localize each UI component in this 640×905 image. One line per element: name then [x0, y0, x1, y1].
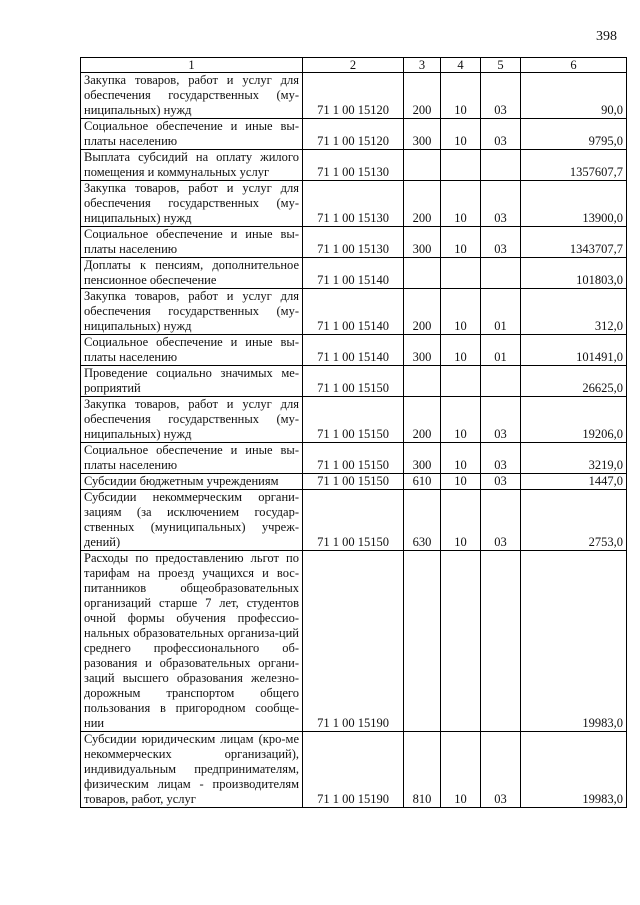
row-name: Закупка товаров, работ и услуг для обеспечения государственных (му-ниципальных) нужд: [81, 73, 303, 119]
row-name: Доплаты к пенсиям, дополнительное пенсионное обеспечение: [81, 258, 303, 289]
row-code: 71 1 00 15190: [303, 551, 404, 732]
table-row: [81, 181, 627, 227]
row-section: 10: [441, 474, 481, 490]
row-subsection: 01: [481, 335, 521, 366]
table-header-row: [81, 58, 627, 73]
table-row: [81, 474, 627, 490]
row-section: [441, 150, 481, 181]
row-name: Социальное обеспечение и иные вы-платы населению: [81, 443, 303, 474]
row-expense-type: 630: [404, 490, 441, 551]
table-row: [81, 443, 627, 474]
table-row: [81, 150, 627, 181]
row-amount: 13900,0: [521, 181, 627, 227]
table-row: [81, 732, 627, 808]
row-name: Социальное обеспечение и иные вы-платы населению: [81, 335, 303, 366]
row-code: 71 1 00 15140: [303, 289, 404, 335]
row-amount: 3219,0: [521, 443, 627, 474]
row-code: 71 1 00 15120: [303, 73, 404, 119]
row-expense-type: 200: [404, 73, 441, 119]
row-section: 10: [441, 289, 481, 335]
row-section: 10: [441, 732, 481, 808]
row-section: [441, 366, 481, 397]
header-col-3: 3: [404, 58, 441, 73]
row-expense-type: 300: [404, 119, 441, 150]
row-section: 10: [441, 119, 481, 150]
row-subsection: 01: [481, 289, 521, 335]
row-expense-type: 200: [404, 289, 441, 335]
row-amount: 90,0: [521, 73, 627, 119]
row-subsection: [481, 150, 521, 181]
page-number: 398: [596, 29, 617, 44]
row-expense-type: [404, 258, 441, 289]
row-code: 71 1 00 15130: [303, 227, 404, 258]
row-section: [441, 551, 481, 732]
row-subsection: [481, 258, 521, 289]
row-code: 71 1 00 15140: [303, 335, 404, 366]
header-col-4: 4: [441, 58, 481, 73]
row-expense-type: [404, 150, 441, 181]
row-amount: 9795,0: [521, 119, 627, 150]
row-amount: 19983,0: [521, 732, 627, 808]
row-amount: 19206,0: [521, 397, 627, 443]
row-amount: 1447,0: [521, 474, 627, 490]
row-name: Закупка товаров, работ и услуг для обеспечения государственных (му-ниципальных) нужд: [81, 181, 303, 227]
row-amount: 101491,0: [521, 335, 627, 366]
row-name: Проведение социально значимых ме-роприятий: [81, 366, 303, 397]
row-expense-type: 810: [404, 732, 441, 808]
row-name: Субсидии некоммерческим органи-зациям (за исключением государ-ственных (муниципальных) учреж-дений): [81, 490, 303, 551]
row-subsection: [481, 551, 521, 732]
row-name: Закупка товаров, работ и услуг для обеспечения государственных (му-ниципальных) нужд: [81, 289, 303, 335]
row-code: 71 1 00 15130: [303, 150, 404, 181]
row-subsection: 03: [481, 490, 521, 551]
row-section: 10: [441, 335, 481, 366]
row-section: 10: [441, 443, 481, 474]
budget-table: [80, 57, 627, 808]
row-name: Закупка товаров, работ и услуг для обеспечения государственных (му-ниципальных) нужд: [81, 397, 303, 443]
row-amount: 2753,0: [521, 490, 627, 551]
row-code: 71 1 00 15150: [303, 490, 404, 551]
row-subsection: 03: [481, 397, 521, 443]
row-subsection: 03: [481, 732, 521, 808]
table-row: [81, 258, 627, 289]
row-name: Социальное обеспечение и иные вы-платы населению: [81, 227, 303, 258]
row-expense-type: 300: [404, 335, 441, 366]
table-row: [81, 73, 627, 119]
row-section: [441, 258, 481, 289]
row-name: Субсидии бюджетным учреждениям: [81, 474, 303, 490]
row-code: 71 1 00 15140: [303, 258, 404, 289]
table-row: [81, 551, 627, 732]
row-amount: 312,0: [521, 289, 627, 335]
table-row: [81, 227, 627, 258]
row-subsection: 03: [481, 181, 521, 227]
row-section: 10: [441, 181, 481, 227]
row-name: Расходы по предоставлению льгот по тарифам на проезд учащихся и вос-питанников общеобразовательных организаций старше 7 лет, студентов очной формы обучения профессио-нальных образовательных организа-ций среднего профессионального об-разования и образовательных органи-заций высшего образования железно-дорожным транспортом общего пользования в пригородном сообще-нии: [81, 551, 303, 732]
row-section: 10: [441, 397, 481, 443]
row-name: Выплата субсидий на оплату жилого помещения и коммунальных услуг: [81, 150, 303, 181]
row-subsection: 03: [481, 73, 521, 119]
row-name: Субсидии юридическим лицам (кро-ме некоммерческих организаций), индивидуальным предпринимателям, физическим лицам - производителям товаров, работ, услуг: [81, 732, 303, 808]
row-code: 71 1 00 15190: [303, 732, 404, 808]
table-row: [81, 397, 627, 443]
row-expense-type: 300: [404, 443, 441, 474]
row-amount: 1343707,7: [521, 227, 627, 258]
header-col-1: 1: [81, 58, 303, 73]
table-row: [81, 366, 627, 397]
table-row: [81, 119, 627, 150]
row-amount: 19983,0: [521, 551, 627, 732]
row-name: Социальное обеспечение и иные вы-платы населению: [81, 119, 303, 150]
row-amount: 1357607,7: [521, 150, 627, 181]
row-code: 71 1 00 15120: [303, 119, 404, 150]
table-row: [81, 490, 627, 551]
table-row: [81, 335, 627, 366]
row-expense-type: 200: [404, 181, 441, 227]
row-expense-type: 610: [404, 474, 441, 490]
row-subsection: 03: [481, 227, 521, 258]
row-subsection: 03: [481, 443, 521, 474]
header-col-2: 2: [303, 58, 404, 73]
row-code: 71 1 00 15150: [303, 366, 404, 397]
row-subsection: 03: [481, 474, 521, 490]
row-section: 10: [441, 490, 481, 551]
row-expense-type: 300: [404, 227, 441, 258]
row-expense-type: [404, 366, 441, 397]
row-subsection: 03: [481, 119, 521, 150]
row-code: 71 1 00 15130: [303, 181, 404, 227]
row-subsection: [481, 366, 521, 397]
row-expense-type: [404, 551, 441, 732]
row-code: 71 1 00 15150: [303, 474, 404, 490]
header-col-5: 5: [481, 58, 521, 73]
header-col-6: 6: [521, 58, 627, 73]
row-section: 10: [441, 227, 481, 258]
row-code: 71 1 00 15150: [303, 443, 404, 474]
row-expense-type: 200: [404, 397, 441, 443]
table-row: [81, 289, 627, 335]
row-amount: 26625,0: [521, 366, 627, 397]
row-amount: 101803,0: [521, 258, 627, 289]
row-section: 10: [441, 73, 481, 119]
row-code: 71 1 00 15150: [303, 397, 404, 443]
